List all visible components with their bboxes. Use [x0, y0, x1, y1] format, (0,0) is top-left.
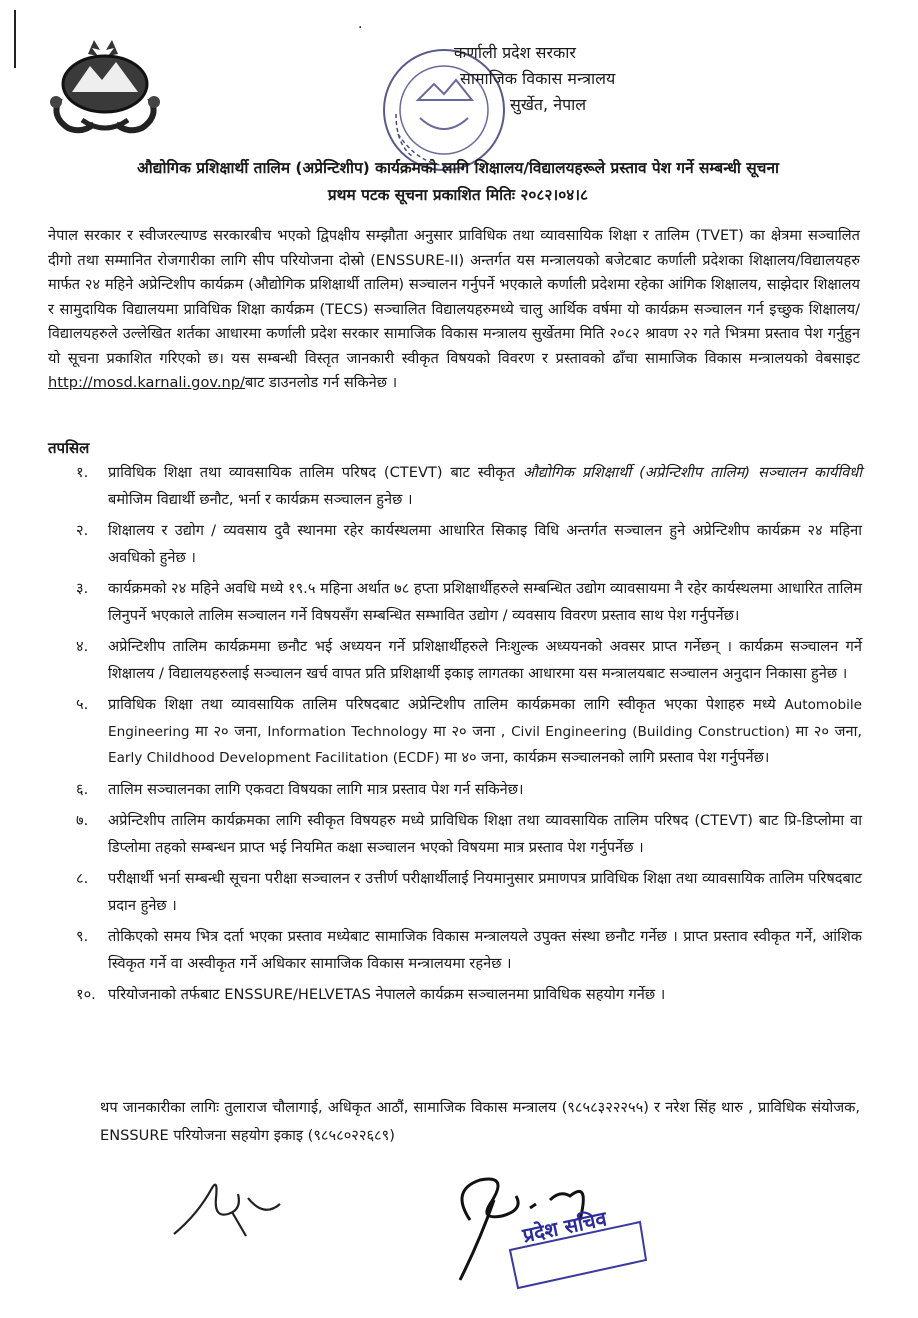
header-location: सुर्खेत, नेपाल	[510, 95, 587, 114]
notice-publish-date: प्रथम पटक सूचना प्रकाशित मितिः २०८२।०४।८	[327, 186, 589, 204]
item-text-part: मा २० जना,	[189, 722, 268, 740]
dot-mark: ·	[358, 20, 363, 36]
item-text: शिक्षालय र उद्योग / व्यवसाय दुवै स्थानमा रहेर कार्यस्थलमा आधारित सिकाइ विधि अन्तर्गत सञ्चालन हुने अप्रेन्टिशीप कार्यक्रम २४ महिना अवधिको हुनेछ ।	[108, 522, 862, 566]
government-emblem-icon	[42, 36, 168, 136]
procedure-name: औद्योगिक प्रशिक्षार्थी (अप्रेन्टिशीप तालिम) सञ्चालन कार्यविधी	[522, 464, 862, 481]
item-text-part: प्राविधिक शिक्षा तथा व्यावसायिक तालिम परिषदबाट अप्रेन्टिशीप तालिम कार्यक्रमका लागि स्वीकृत भएका पेशाहरु मध्ये	[108, 696, 785, 713]
margin-line	[14, 10, 16, 68]
item-text-part: बमोजिम विद्यार्थी छनौट, भर्ना र कार्यक्रम सञ्चालन हुनेछ ।	[108, 490, 413, 508]
item-number: ६.	[76, 780, 89, 798]
details-heading: तपसिल	[48, 439, 90, 457]
list-item	[48, 576, 862, 629]
list-item	[48, 982, 862, 1009]
list-item	[48, 924, 862, 977]
item-number: ५.	[76, 696, 89, 713]
item-text: कार्यक्रमको २४ महिने अवधि मध्ये १९.५ महिना अर्थात ७८ हप्ता प्रशिक्षार्थीहरुले सम्बन्धित उद्योग व्यावसायमा नै रहेर कार्यस्थलमा आधारित तालिम लिनुपर्ने भएकाले तालिम सञ्चालन गर्ने विषयसँग सम्बन्धित सम्भावित उद्योग / व्यवसाय विवरण प्रस्ताव साथ पेश गर्नुपर्नेछ।	[108, 580, 862, 624]
website-link[interactable]: http://mosd.karnali.gov.np/	[48, 374, 245, 391]
list-item	[48, 692, 862, 772]
trade-civil: Civil Engineering (Building Construction)	[511, 723, 790, 740]
list-item	[48, 866, 862, 919]
item-number: ४.	[76, 638, 89, 655]
intro-text: नेपाल सरकार र स्वीजरल्याण्ड सरकारबीच भएको द्विपक्षीय सम्झौता अनुसार प्राविधिक तथा व्यावसायिक शिक्षा र तालिम (TVET) का क्षेत्रमा सञ्चालित दीगो तथा सम्मानित रोजगारीका लागि सीप परियोजना दोस्रो (ENSSURE-II) अन्तर्गत यस मन्त्रालयको बजेटबाट कर्णाली प्रदेशका शिक्षालय/विद्यालयहरु मार्फत २४ महिने अप्रेन्टिशीप कार्यक्रम (औद्योगिक प्रशिक्षार्थी तालिम) सञ्चालन गर्नुपर्ने भएकाले कर्णाली प्रदेशमा रहेका आंगिक शिक्षालय, साझेदार शिक्षालय र सामुदायिक विद्यालयमा प्राविधिक शिक्षा कार्यक्रम (TECS) सञ्चालित विद्यालयहरुमध्ये चालु आर्थिक वर्षमा यो कार्यक्रम सञ्चालन गर्न इच्छुक शिक्षालय/विद्यालयहरुले उल्लेखित शर्तका आधारमा कर्णाली प्रदेश सरकार सामाजिक विकास मन्त्रालय सुर्खेतमा मिति २०८२ श्रावण २२ गते भित्रमा प्रस्ताव पेश गर्नुहुन यो सूचना प्रकाशित गरिएको छ। यस सम्बन्धी विस्तृत जानकारी स्वीकृत विषयको विवरण र प्रस्तावको ढाँचा सामाजिक विकास मन्त्रालयको वेबसाइट	[48, 227, 860, 367]
item-number: ८.	[76, 870, 89, 887]
item-number: २.	[76, 522, 89, 539]
intro-paragraph	[48, 224, 860, 396]
signature-left-icon	[168, 1174, 288, 1254]
list-item	[48, 634, 862, 687]
secretary-stamp: प्रदेश सचिव	[520, 1206, 609, 1248]
item-number: ३.	[76, 580, 89, 597]
trade-ecdf: Early Childhood Development Facilitation (ECDF)	[108, 750, 440, 766]
list-item	[48, 777, 862, 804]
header-ministry: सामाजिक विकास मन्त्रालय	[460, 69, 616, 88]
notice-title: औद्योगिक प्रशिक्षार्थी तालिम (अप्रेन्टिशीप) कार्यक्रमको लागि शिक्षालय/विद्यालयहरूले प्रस्ताव पेश गर्ने सम्बन्धी सूचना	[137, 159, 779, 177]
trade-it: Information Technology	[267, 723, 428, 740]
item-text: परीक्षार्थी भर्ना सम्बन्धी सूचना परीक्षा सञ्चालन र उत्तीर्ण परीक्षार्थीलाई नियमानुसार प्रमाणपत्र प्राविधिक शिक्षा तथा व्यावसायिक तालिम परिषदबाट प्रदान हुनेछ ।	[108, 870, 862, 914]
item-text	[108, 692, 862, 772]
item-number: ७.	[76, 812, 89, 829]
item-text: तालिम सञ्चालनका लागि एकवटा विषयका लागि मात्र प्रस्ताव पेश गर्न सकिनेछ।	[108, 780, 524, 798]
header-government: कर्णाली प्रदेश सरकार	[454, 43, 576, 62]
item-number: ९.	[76, 928, 89, 945]
list-item	[48, 518, 862, 571]
item-text: अप्रेन्टिशीप तालिम कार्यक्रमका लागि स्वीकृत विषयहरु मध्ये प्राविधिक शिक्षा तथा व्यावसायिक तालिम परिषद (CTEVT) बाट प्रि-डिप्लोमा वा डिप्लोमा तहको सम्बन्धन प्राप्त भई नियमित कक्षा सञ्चालन भएको विषयमा मात्र प्रस्ताव पेश गर्नुपर्नेछ ।	[108, 812, 862, 856]
item-text-part: मा २० जना,	[789, 722, 863, 740]
trade-automobile: Automobile Engineering	[108, 697, 862, 740]
item-text	[108, 460, 862, 513]
office-header	[432, 40, 672, 118]
item-text-part: मा ४० जना, कार्यक्रम सञ्चालनको लागि प्रस्ताव पेश गर्नुपर्नेछ।	[439, 749, 770, 766]
item-text: तोकिएको समय भित्र दर्ता भएका प्रस्ताव मध्येबाट सामाजिक विकास मन्त्रालयले उपुक्त संस्था छनौट गर्नेछ । प्राप्त प्रस्ताव स्वीकृत गर्ने, आंशिक स्विकृत गर्ने वा अस्वीकृत गर्ने अधिकार सामाजिक विकास मन्त्रालयमा रहनेछ ।	[108, 928, 862, 972]
list-item	[48, 460, 862, 513]
item-text-part: प्राविधिक शिक्षा तथा व्यावसायिक तालिम परिषद (CTEVT) बाट स्वीकृत	[108, 464, 523, 481]
item-text: परियोजनाको तर्फबाट ENSSURE/HELVETAS नेपालले कार्यक्रम सञ्चालनमा प्राविधिक सहयोग गर्नेछ ।	[108, 986, 666, 1003]
item-text: अप्रेन्टिशीप तालिम कार्यक्रममा छनौट भई अध्ययन गर्ने प्रशिक्षार्थीहरुले निःशुल्क अध्ययनको अवसर प्राप्त गर्नेछन् । कार्यक्रम सञ्चालन गर्ने शिक्षालय / विद्यालयहरुलाई सञ्चालन खर्च वापत प्रति प्रशिक्षार्थी इकाइ लागतका आधारमा यस मन्त्रालयबाट सञ्चालन अनुदान निकासा हुनेछ ।	[108, 638, 862, 682]
list-item	[48, 808, 862, 861]
item-number: १.	[76, 464, 89, 481]
item-number: १०.	[76, 986, 96, 1003]
intro-suffix: बाट डाउनलोड गर्न सकिनेछ ।	[244, 374, 398, 391]
item-text-part: मा २० जना ,	[427, 722, 512, 740]
contact-info: थप जानकारीका लागिः तुलाराज चौलागाई, अधिकृत आठौं, सामाजिक विकास मन्त्रालय (९८५८३२२२५५) र नरेश सिंह थारु , प्राविधिक संयोजक, ENSSURE परियोजना सहयोग इकाइ (९८५८०२२६८९)	[100, 1099, 860, 1144]
conditions-list	[48, 460, 862, 1014]
